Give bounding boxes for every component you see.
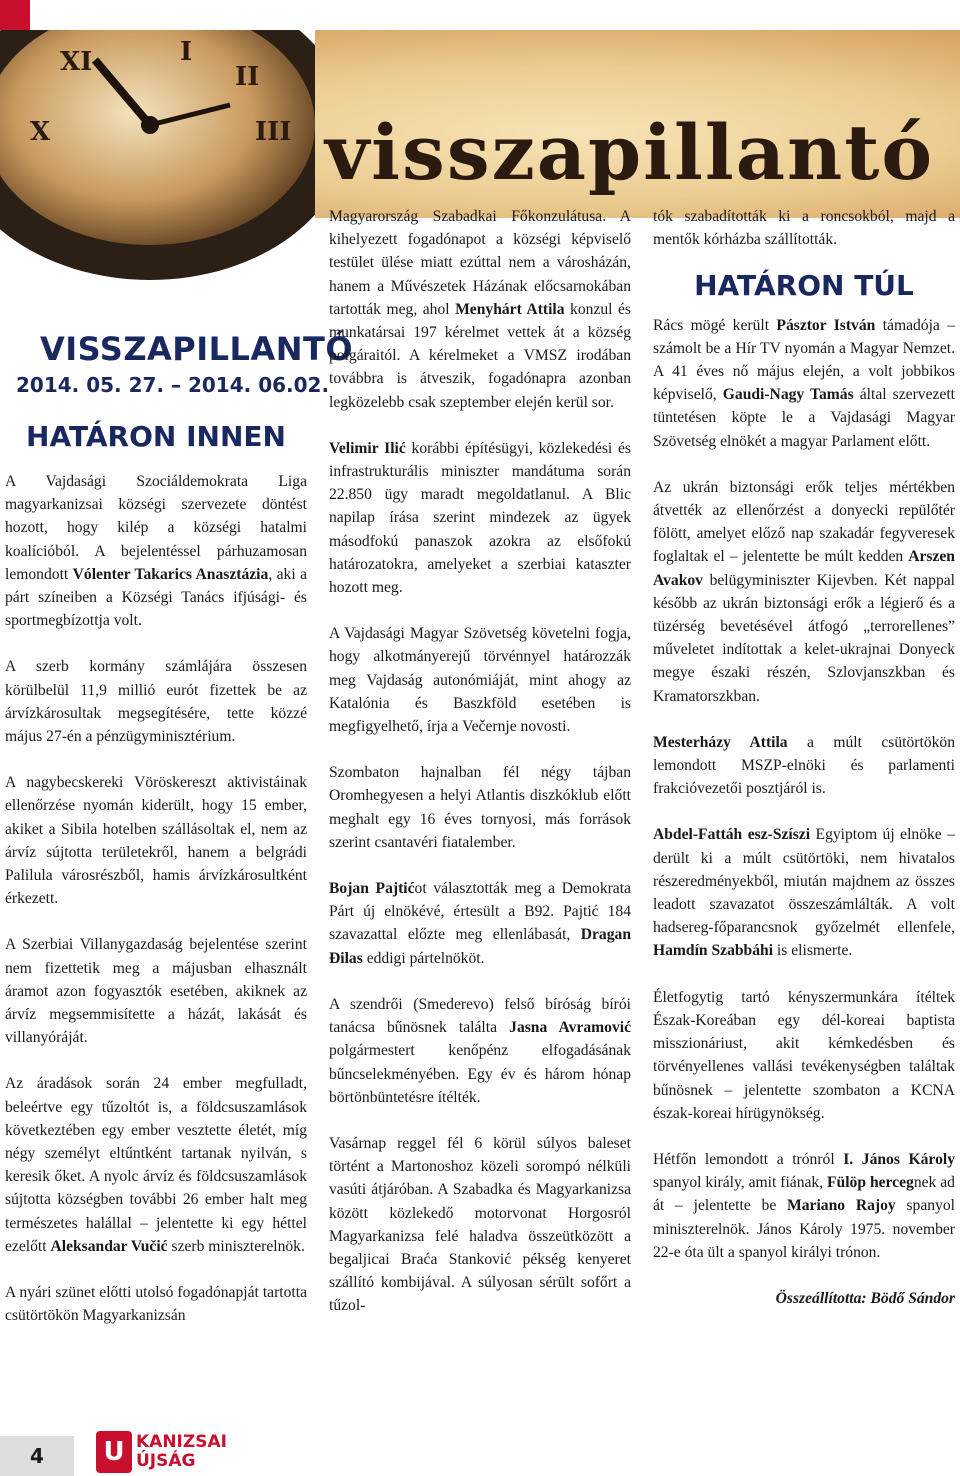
article-paragraph: Rács mögé került Pásztor István támadója – számolt be a Hír TV nyomán a Magyar Nemzet. A 41 éves nő május elején, a volt jobbikos képviselő, Gaudi-Nagy Tamás által szervezett tüntetésen köpte le a Vajdasági Magyar Szövetség elnökét a magyar Parlament előtt. — [653, 316, 956, 450]
svg-text:II: II — [235, 62, 260, 92]
clock-illustration — [0, 30, 315, 300]
article-paragraph: A Szerbiai Villanygazdaság bejelentése szerint nem fizettetik meg a májusban elhasznált áramot azon fogyasztók esetében, akiknek az árvíz megsemmisítette a házát, lakását és villanyóráját. — [5, 936, 307, 1047]
article-paragraph: Magyarország Szabadkai Főkonzulátusa. A kihelyezett fogadónapot a községi képviselő testület ülése miatt ezúttal nem a városházán, hanem a Művészetek Házának előcsarnokában tartották meg, ahol Menyhárt Attila konzul és munkatársai 197 kérelmet vettek át a község polgáraitól. A kérelmeket a VMSZ irodában továbbra is átveszik, fogadónapra azonban legközelebb csak szeptember elején kerül sor. — [329, 208, 631, 411]
logo-mark: U — [96, 1431, 132, 1473]
article-paragraph: Életfogytig tartó kényszermunkára ítéltek Észak-Koreában egy dél-koreai baptista misszionáriust, akit kémkedésben és törvényellenes vallási tevékenységben találtak bűnösnek – jelentette szombaton a KCNA észak-koreai hírügynökség. — [653, 988, 955, 1122]
column-3 — [653, 205, 955, 1333]
article-paragraph: Az áradások során 24 ember megfulladt, beleértve egy tűzoltót is, a földcsuszamlások következtében egy ember vesztette életét, míg négy személyt eltűntként tartanak nyilván, s keresik őket. A nyolc árvíz és földcsuszamlások sújtotta községben további 26 ember halt meg természetes halállal – jelentette ki egy héttel ezelőtt Aleksandar Vučić szerb miniszterelnök. — [5, 1075, 307, 1255]
date-range: 2014. 05. 27. – 2014. 06.02. — [16, 373, 330, 397]
article-paragraph: A nagybecskereki Vöröskereszt aktivistáinak ellenőrzése nyomán kiderült, hogy 15 ember, akiket a Sibila hotelben szállásoltak el, nem az árvíz sújtotta területekről, hanem a belgrádi Palilula városrészből, hamis árvízkárosultként érkezett. — [5, 774, 307, 908]
article-paragraph: A nyári szünet előtti utolsó fogadónapját tartotta csütörtökön Magyarkanizsán — [5, 1284, 307, 1325]
article-paragraph: Vasárnap reggel fél 6 körül súlyos baleset történt a Martonoshoz közeli sorompó nélküli vasúti átjáróban. A Szabadka és Magyarkanizsa között közlekedő motorvonat Horgosról Magyarkanizsa felé haladva összeütközött a begaljicai Braća Stanković pékség kenyeret szállító kombijával. A súlyosan sérült sofőrt a tűzol- — [329, 1134, 631, 1315]
article-paragraph: Velimir Ilić korábbi építésügyi, közlekedési és infrastrukturális miniszter mandátuma során 22.850 ügy maradt megoldatlanul. A Blic napilap írása szerint mindezek az ügyek másodfokú panaszok azokra az elsőfokú határozatokra, amelyeket a szerbiai kataszter hozott meg. — [329, 439, 631, 597]
top-bar — [0, 0, 960, 34]
author-credit: Összeállította: Bödő Sándor — [775, 1289, 955, 1307]
article-paragraph: Bojan Pajtićot választották meg a Demokrata Párt új elnökévé, értesült a B92. Pajtić 184 szavazattal előzte meg ellenlábasát, Dragan Đilas eddigi pártelnököt. — [329, 880, 631, 967]
article-paragraph: A Vajdasági Magyar Szövetség követelni fogja, hogy alkotmányerejű törvénnyel határozzák meg Vajdaság autonómiáját, mint ahogy az Katalónia és Baszkföld esetében is megfigyelhető, írja a Večernje novosti. — [329, 625, 631, 736]
article-paragraph: tók szabadították ki a roncsokból, majd a mentők kórházba szállították. — [653, 208, 955, 249]
svg-text:I: I — [180, 37, 193, 67]
page-number: 4 — [0, 1436, 74, 1476]
article-paragraph: Abdel-Fattáh esz-Szíszi Egyiptom új elnöke – derült ki a múlt csütörtöki, nem hivatalos részeredményekből, miután majdnem az összes leadott szavazatot összeszámlálták. A volt hadsereg-főparancsnok győzelmét ellenfele, Hamdín Szabbáhi is elismerte. — [653, 826, 956, 960]
section-heading-tul: HATÁRON TÚL — [694, 269, 914, 303]
article-paragraph: Hétfőn lemondott a trónról I. János Károly spanyol király, amit fiának, Fülöp hercegnek ad át – jelentette be Mariano Rajoy spanyol miniszterelnök. János Károly 1975. november 22-e óta ült a spanyol királyi trónon. — [653, 1150, 955, 1261]
article-paragraph: Az ukrán biztonsági erők teljes mértékben átvették az ellenőrzést a donyecki repülőtér fölött, amelyet előző nap szakadár fegyveresek foglaltak el – jelentette be múlt kedden Arszen Avakov belügyminiszter Kijevben. Két nappal később az ukrán biztonsági erők a légierő és a tüzérség bevetésével átfogó „terrorellenes” műveletet indítottak a kelet-ukrajnai Donyeck megye északi részén, Szlovjanszkban és Kramatorszkban. — [653, 478, 955, 705]
svg-text:X: X — [30, 117, 51, 147]
article-paragraph: A szerb kormány számlájára összesen körülbelül 11,9 millió eurót fizettek be az árvízkárosultak megsegítésére, tette közzé május 27-én a pénzügyminisztérium. — [5, 658, 307, 746]
section-heading-innen: HATÁRON INNEN — [26, 420, 286, 453]
article-paragraph: A szendrői (Smederevo) felső bíróság bírói tanácsa bűnösnek találta Jasna Avramović polgármestert kenőpénz elfogadásának bűncselekményében. Egy év és három hónap börtönbüntetésre ítélték. — [329, 995, 631, 1106]
column-1 — [5, 470, 307, 1351]
red-corner-mark — [0, 0, 30, 34]
article-paragraph: Szombaton hajnalban fél négy tájban Oromhegyesen a helyi Atlantis diszkóklub előtt meghalt egy 16 éves tornyosi, más források szerint csantavéri fiatalember. — [329, 764, 631, 851]
svg-text:III: III — [255, 117, 292, 147]
svg-text:XI: XI — [60, 47, 93, 77]
banner-title: visszapillantó — [325, 108, 935, 197]
logo-text — [136, 1433, 227, 1471]
article-paragraph: Mesterházy Attila a múlt csütörtökön lemondott MSZP-elnöki és parlamenti frakcióvezetői posztjáról is. — [653, 733, 956, 798]
publication-logo — [96, 1430, 227, 1474]
logo-line-2: ÚJSÁG — [136, 1451, 196, 1471]
logo-line-1: KANIZSAI — [136, 1432, 227, 1452]
column-2 — [329, 205, 631, 1341]
article-paragraph: A Vajdasági Szociáldemokrata Liga magyarkanizsai községi szervezete döntést hozott, hogy kilép a községi hatalmi koalícióból. A bejelentéssel párhuzamosan lemondott Vólenter Takarics Anasztázia, aki a párt színeiben a Községi Tanács ifjúsági- és sportmegbízottja volt. — [5, 473, 307, 630]
page-title: VISSZAPILLANTÓ — [40, 330, 354, 368]
